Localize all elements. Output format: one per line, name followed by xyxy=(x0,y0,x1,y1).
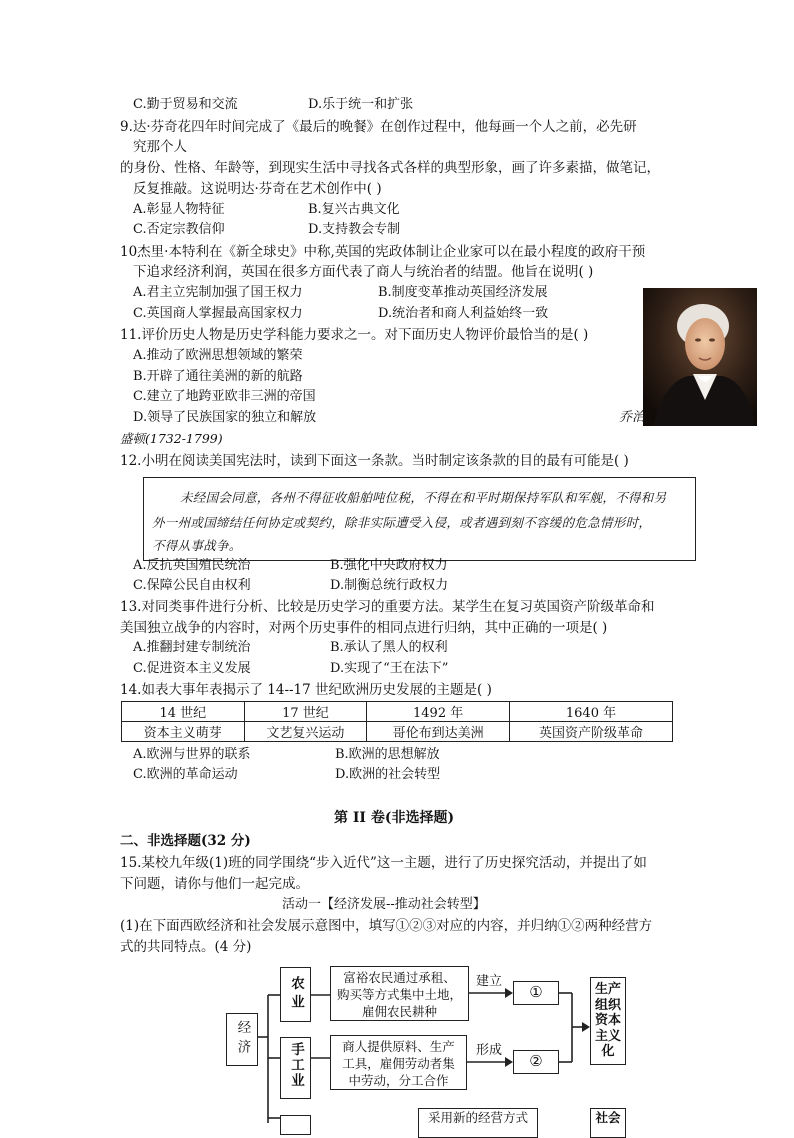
portrait-caption-part2: 盛顿(1732-1799) xyxy=(120,431,223,446)
portrait-caption-part1: 乔治 xyxy=(619,410,646,425)
q13-option-c: C.促进资本主义发展 xyxy=(133,661,251,676)
q12-quote-line1: 未经国会同意，各州不得征收船舶吨位税，不得在和平时期保持军队和军舰，不得和另 xyxy=(180,490,667,505)
q14-option-d: D.欧洲的社会转型 xyxy=(335,767,441,782)
economy-box xyxy=(226,1013,258,1066)
establish-label: 建立 xyxy=(476,974,503,989)
q9-stem-line1: 9.达·芬奇花四年时间完成了《最后的晚餐》在创作过程中，他每画一个人之前，必先研 xyxy=(120,119,637,135)
table-cell: 17 世纪 xyxy=(244,702,367,722)
economy-label: 经济 xyxy=(234,1020,251,1059)
q10-stem-line2: 下追求经济利润，英国在很多方面代表了商人与统治者的结盟。他旨在说明( ) xyxy=(133,264,594,280)
blank-1-marker: ① xyxy=(529,983,543,1001)
q8-option-c: C.勤于贸易和交流 xyxy=(133,97,238,112)
hand-text-line: 中劳动，分工合作 xyxy=(348,1073,449,1088)
bottom-right-label: 社会 xyxy=(595,1110,621,1125)
agriculture-text-box xyxy=(330,966,469,1021)
q13-stem-line2: 美国独立战争的内容时，对两个历史事件的相同点进行归纳，其中正确的一项是( ) xyxy=(120,620,608,636)
q14-option-b: B.欧洲的思想解放 xyxy=(335,747,440,762)
q15-stem-line1: 15.某校九年级(1)班的同学围绕“步入近代”这一主题，进行了历史探究活动，并提出了如 xyxy=(120,855,647,871)
bottom-left-box xyxy=(280,1115,311,1135)
agri-text-line: 雇佣农民耕种 xyxy=(361,1004,437,1019)
handicraft-box xyxy=(280,1037,311,1099)
table-cell: 资本主义萌芽 xyxy=(122,722,245,742)
table-cell: 14 世纪 xyxy=(122,702,245,722)
bottom-right-box xyxy=(590,1108,626,1138)
blank-2-box[interactable] xyxy=(513,1050,559,1074)
blank-2-marker: ② xyxy=(529,1052,543,1070)
q12-quote-line2: 外一州或国缔结任何协定或契约，除非实际遭受入侵，或者遇到刻不容缓的危急情形时， xyxy=(152,515,652,530)
form-label: 形成 xyxy=(476,1043,503,1058)
q11-option-a: A.推动了欧洲思想领域的繁荣 xyxy=(133,348,303,363)
q8-option-d: D.乐于统一和扩张 xyxy=(308,97,414,112)
result-label: 生产组织资本主义化 xyxy=(594,982,621,1059)
agriculture-box xyxy=(280,967,311,1022)
table-cell: 1492 年 xyxy=(367,702,510,722)
q9-stem-line2: 究那个人 xyxy=(133,139,187,155)
bottom-text-box xyxy=(418,1108,538,1138)
q12-option-a: A.反抗英国殖民统治 xyxy=(133,558,251,573)
table-cell: 文艺复兴运动 xyxy=(244,722,367,742)
q14-stem-line1: 14.如表大事年表揭示了 14--17 世纪欧洲历史发展的主题是( ) xyxy=(120,682,492,698)
q15-sub1-line2: 式的共同特点。(4 分) xyxy=(120,939,252,955)
q10-option-a: A.君主立宪制加强了国王权力 xyxy=(133,285,303,300)
q10-stem-line1: 10杰里·本特利在《新全球史》中称,英国的宪政体制让企业家可以在最小程度的政府干预 xyxy=(120,244,646,260)
q9-stem-line3: 的身份、性格、年龄等，到现实生活中寻找各式各样的典型形象，画了许多素描，做笔记， xyxy=(120,160,660,176)
q9-option-b: B.复兴古典文化 xyxy=(308,202,400,217)
blank-1-box[interactable] xyxy=(513,981,559,1005)
agri-text-line: 富裕农民通过承租、 xyxy=(343,970,456,985)
q11-option-b: B.开辟了通往美洲的新的航路 xyxy=(133,369,303,384)
hand-text-line: 工具，雇佣劳动者集 xyxy=(342,1056,455,1071)
part2-section-title: 二、非选择题(32 分) xyxy=(120,833,251,849)
q9-stem-line4: 反复推敲。这说明达·芬奇在艺术创作中( ) xyxy=(133,181,382,197)
q13-option-a: A.推翻封建专制统治 xyxy=(133,640,251,655)
q10-option-d: D.统治者和商人利益始终一致 xyxy=(378,306,549,321)
q14-option-c: C.欧洲的革命运动 xyxy=(133,767,238,782)
bottom-text: 采用新的经营方式 xyxy=(427,1110,528,1125)
handicraft-text-box xyxy=(330,1035,467,1090)
agri-text-line: 购买等方式集中土地， xyxy=(336,987,462,1002)
q13-option-b: B.承认了黑人的权利 xyxy=(330,640,448,655)
q9-option-a: A.彰显人物特征 xyxy=(133,202,225,217)
handicraft-label: 手工业 xyxy=(288,1042,304,1089)
q12-option-d: D.制衡总统行政权力 xyxy=(330,578,449,593)
result-box xyxy=(590,977,626,1065)
table-cell: 英国资产阶级革命 xyxy=(510,722,673,742)
agriculture-label: 农业 xyxy=(288,976,304,1013)
table-cell: 哥伦布到达美洲 xyxy=(367,722,510,742)
q12-option-b: B.强化中央政府权力 xyxy=(330,558,448,573)
q13-option-d: D.实现了“王在法下” xyxy=(330,661,449,676)
q15-stem-line2: 下问题，请你与他们一起完成。 xyxy=(120,876,309,892)
q14-option-a: A.欧洲与世界的联系 xyxy=(133,747,251,762)
activity-title: 活动一【经济发展--推动社会转型】 xyxy=(282,897,486,912)
q12-quote-line3: 不得从事战争。 xyxy=(152,538,242,553)
q11-option-c: C.建立了地跨亚欧非三洲的帝国 xyxy=(133,389,316,404)
q12-stem-line1: 12.小明在阅读美国宪法时，读到下面这一条款。当时制定该条款的目的最有可能是( ) xyxy=(120,453,629,469)
table-cell: 1640 年 xyxy=(510,702,673,722)
hand-text-line: 商人提供原料、生产 xyxy=(342,1039,455,1054)
q9-option-d: D.支持教会专制 xyxy=(308,222,401,237)
part2-heading: 第 II 卷(非选择题) xyxy=(334,810,455,826)
q15-sub1-line1: (1)在下面西欧经济和社会发展示意图中，填写①②③对应的内容，并归纳①②两种经营方 xyxy=(120,918,653,934)
q11-option-d: D.领导了民族国家的独立和解放 xyxy=(133,410,317,425)
q10-option-c: C.英国商人掌握最高国家权力 xyxy=(133,306,303,321)
q12-option-c: C.保障公民自由权利 xyxy=(133,578,251,593)
q9-option-c: C.否定宗教信仰 xyxy=(133,222,225,237)
q11-stem-line1: 11.评价历史人物是历史学科能力要求之一。对下面历史人物评价最恰当的是( ) xyxy=(120,327,589,343)
q13-stem-line1: 13.对同类事件进行分析、比较是历史学习的重要方法。某学生在复习英国资产阶级革命和 xyxy=(120,599,655,615)
q10-option-b: B.制度变革推动英国经济发展 xyxy=(378,285,548,300)
